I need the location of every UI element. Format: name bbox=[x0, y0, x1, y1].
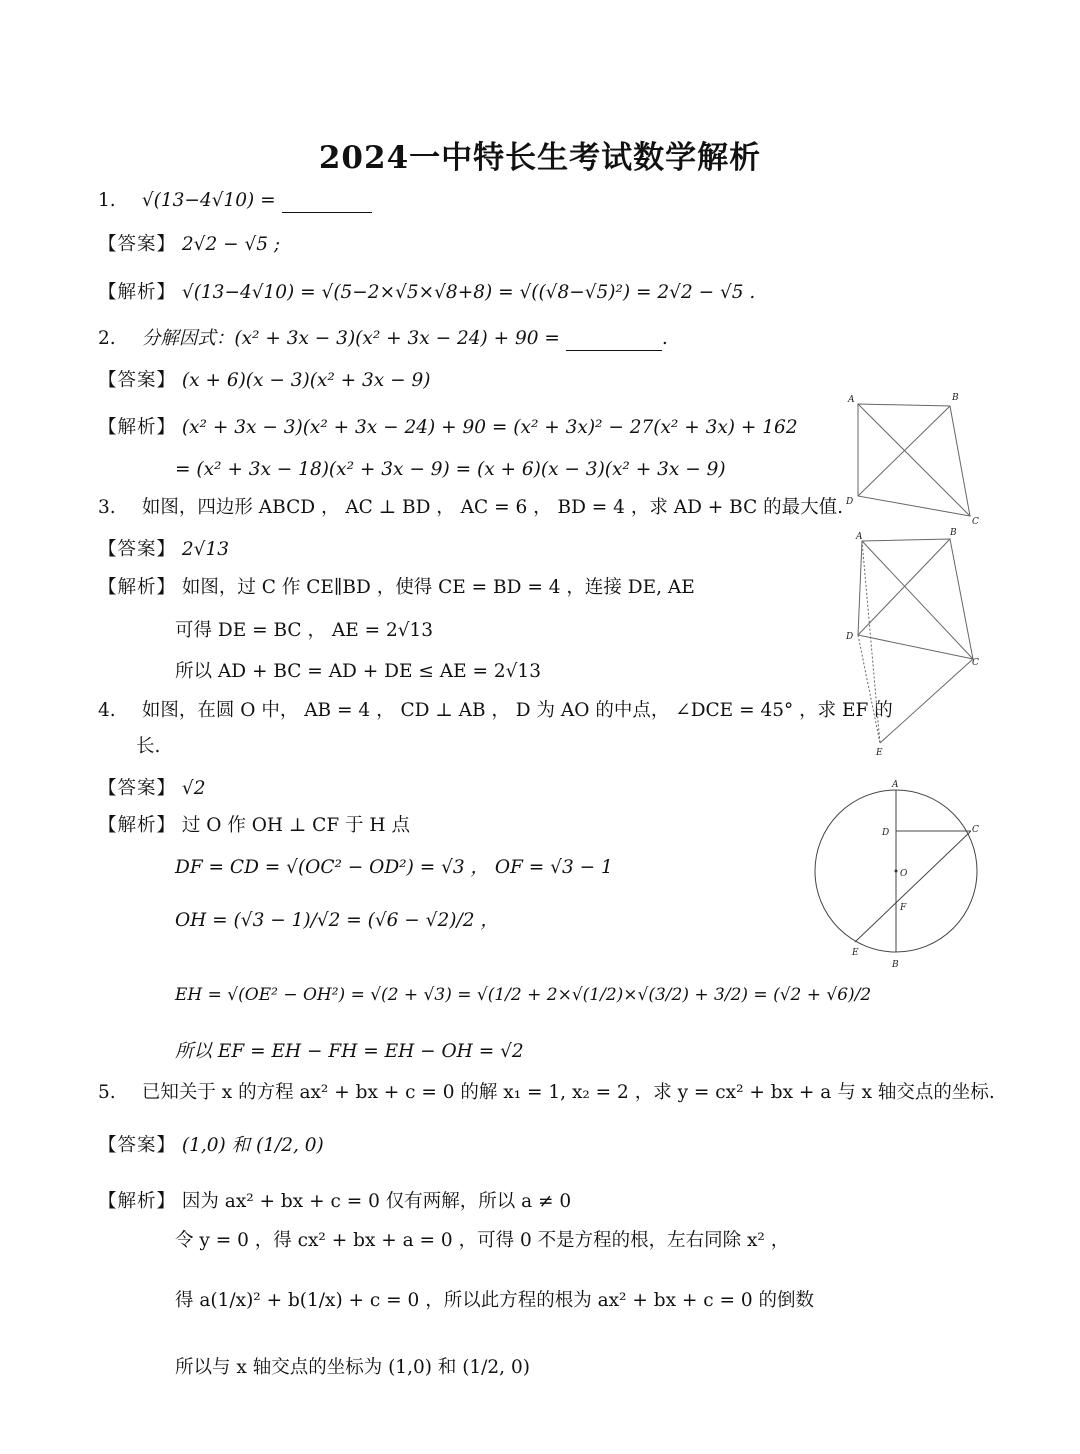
q5-stem-line bbox=[98, 1082, 995, 1104]
q1-number: 1. bbox=[98, 190, 116, 211]
q1-stem: √(13−4√10) = bbox=[141, 190, 276, 211]
q4-solution-2: DF = CD = √(OC² − OD²) = √3 ， OF = √3 − 1 bbox=[175, 857, 613, 878]
fig1-label-b: B bbox=[952, 393, 959, 403]
fig1-label-c: C bbox=[972, 517, 979, 527]
q5-solution-1: 因为 ax² + bx + c = 0 仅有两解，所以 a ≠ 0 bbox=[181, 1191, 572, 1212]
q2-answer-blank bbox=[566, 328, 662, 351]
q2-solution-2: = (x² + 3x − 18)(x² + 3x − 9) = (x + 6)(x − 3)(x² + 3x − 9) bbox=[175, 459, 726, 480]
q2-solution-1: (x² + 3x − 3)(x² + 3x − 24) + 90 = (x² + 3x)² − 27(x² + 3x) + 162 bbox=[181, 417, 798, 438]
q3-answer-line bbox=[98, 539, 229, 561]
q1-solution-line bbox=[98, 282, 755, 304]
q4-solution-line-2 bbox=[175, 857, 613, 879]
q5-answer: (1,0) 和 (1/2, 0) bbox=[181, 1135, 324, 1156]
fig3-label-f: F bbox=[900, 903, 907, 913]
q5-answer-label: 【答案】 bbox=[98, 1135, 177, 1156]
fig2-label-d: D bbox=[846, 632, 854, 642]
q4-solution-line-1 bbox=[98, 815, 410, 837]
q3-number: 3. bbox=[98, 497, 116, 518]
q2-number: 2. bbox=[98, 328, 116, 349]
page-title: 2024一中特长生考试数学解析 bbox=[318, 140, 762, 176]
q3-answer-label: 【答案】 bbox=[98, 539, 177, 560]
q2-answer: (x + 6)(x − 3)(x² + 3x − 9) bbox=[181, 370, 431, 391]
q5-solution-line-2 bbox=[175, 1230, 789, 1252]
fig3-label-o: O bbox=[900, 869, 908, 879]
q1-answer-line bbox=[98, 234, 280, 256]
q5-answer-line bbox=[98, 1135, 324, 1157]
fig3-label-a: A bbox=[892, 780, 899, 790]
q5-solution-label: 【解析】 bbox=[98, 1191, 177, 1212]
q5-stem: 已知关于 x 的方程 ax² + bx + c = 0 的解 x₁ = 1, x₂ = 2 ，求 y = cx² + bx + a 与 x 轴交点的坐标. bbox=[141, 1082, 995, 1103]
fig2-diagonal-ac bbox=[862, 541, 973, 659]
q4-solution-line-3 bbox=[175, 910, 499, 932]
q4-solution-4: EH = √(OE² − OH²) = √(2 + √3) = √(1/2 + 2×√(1/2)×√(3/2) + 3/2) = (√2 + √6)/2 bbox=[175, 985, 872, 1005]
fig1-label-d: D bbox=[846, 497, 854, 507]
q2-stem: 分解因式：(x² + 3x − 3)(x² + 3x − 24) + 90 = bbox=[141, 328, 560, 349]
fig1-label-a: A bbox=[848, 395, 855, 405]
q1-solution: √(13−4√10) = √(5−2×√5×√8+8) = √((√8−√5)²) = 2√2 − √5 . bbox=[181, 282, 756, 303]
q5-solution-2: 令 y = 0 ，得 cx² + bx + a = 0 ，可得 0 不是方程的根，左右同除 x² ， bbox=[175, 1230, 790, 1251]
q2-solution-line-1 bbox=[98, 417, 798, 439]
q2-stem-line bbox=[98, 328, 668, 351]
chord-ce bbox=[855, 831, 971, 942]
segment-ce bbox=[880, 659, 973, 743]
q4-stem-1: 如图，在圆 O 中， AB = 4 ， CD ⊥ AB ， D 为 AO 的中点， ∠DCE = 45° ，求 EF 的 bbox=[141, 700, 893, 721]
q3-answer: 2√13 bbox=[181, 539, 230, 560]
q4-solution-1: 过 O 作 OH ⊥ CF 于 H 点 bbox=[181, 815, 410, 836]
q4-stem-line-1 bbox=[98, 700, 893, 722]
q4-answer-label: 【答案】 bbox=[98, 778, 177, 799]
circle-figure bbox=[806, 774, 990, 970]
q3-solution-2: 可得 DE = BC ， AE = 2√13 bbox=[175, 620, 434, 641]
q4-solution-line-5 bbox=[175, 1041, 524, 1063]
q2-answer-line bbox=[98, 370, 431, 392]
quadrilateral-figure bbox=[840, 388, 990, 528]
q2-solution-label: 【解析】 bbox=[98, 417, 177, 438]
q5-number: 5. bbox=[98, 1082, 116, 1103]
q4-solution-3: OH = (√3 − 1)/√2 = (√6 − √2)/2 ， bbox=[175, 910, 499, 931]
q1-solution-label: 【解析】 bbox=[98, 282, 177, 303]
q4-stem-line-2 bbox=[136, 736, 160, 758]
q5-solution-4: 所以与 x 轴交点的坐标为 (1,0) 和 (1/2, 0) bbox=[175, 1357, 530, 1378]
q3-solution-line-3 bbox=[175, 661, 541, 683]
q3-stem-line bbox=[98, 497, 843, 519]
q3-solution-3: 所以 AD + BC = AD + DE ≤ AE = 2√13 bbox=[175, 661, 541, 682]
construction-figure bbox=[840, 527, 990, 759]
q5-solution-line-4 bbox=[175, 1357, 530, 1379]
q4-solution-5: 所以 EF = EH − FH = EH − OH = √2 bbox=[175, 1041, 524, 1062]
q5-solution-line-3 bbox=[175, 1290, 814, 1312]
q1-stem-line bbox=[98, 190, 372, 213]
q2-stem-end: . bbox=[661, 328, 668, 349]
q5-solution-3: 得 a(1/x)² + b(1/x) + c = 0 ，所以此方程的根为 ax² + bx + c = 0 的倒数 bbox=[175, 1290, 815, 1311]
fig2-label-e: E bbox=[876, 748, 883, 758]
q3-solution-label: 【解析】 bbox=[98, 577, 177, 598]
q1-answer-label: 【答案】 bbox=[98, 234, 177, 255]
q3-solution-line-1 bbox=[98, 577, 695, 599]
q2-answer-label: 【答案】 bbox=[98, 370, 177, 391]
fig2-label-c: C bbox=[972, 658, 979, 668]
q4-solution-label: 【解析】 bbox=[98, 815, 177, 836]
q3-stem: 如图，四边形 ABCD ， AC ⊥ BD ， AC = 6 ， BD = 4 ，求 AD + BC 的最大值. bbox=[141, 497, 844, 518]
fig2-label-b: B bbox=[950, 528, 957, 538]
q3-solution-line-2 bbox=[175, 620, 433, 642]
q1-answer: 2√2 − √5 ; bbox=[181, 234, 281, 255]
q4-number: 4. bbox=[98, 700, 116, 721]
q3-solution-1: 如图，过 C 作 CE∥BD ，使得 CE = BD = 4 ，连接 DE, AE bbox=[181, 577, 695, 598]
segment-de bbox=[858, 635, 880, 743]
fig3-label-c: C bbox=[972, 825, 979, 835]
fig3-label-e: E bbox=[852, 948, 859, 958]
q1-answer-blank bbox=[282, 190, 372, 213]
segment-ae bbox=[862, 541, 880, 743]
center-point bbox=[895, 870, 898, 873]
q4-answer: √2 bbox=[181, 778, 206, 799]
q4-answer-line bbox=[98, 778, 205, 800]
q4-solution-line-4 bbox=[175, 985, 871, 1005]
fig3-label-b: B bbox=[892, 960, 899, 970]
q5-solution-line-1 bbox=[98, 1191, 571, 1213]
q4-stem-2: 长. bbox=[136, 736, 161, 757]
fig2-label-a: A bbox=[856, 532, 863, 542]
q2-solution-line-2 bbox=[175, 459, 726, 481]
fig3-label-d: D bbox=[882, 828, 890, 838]
